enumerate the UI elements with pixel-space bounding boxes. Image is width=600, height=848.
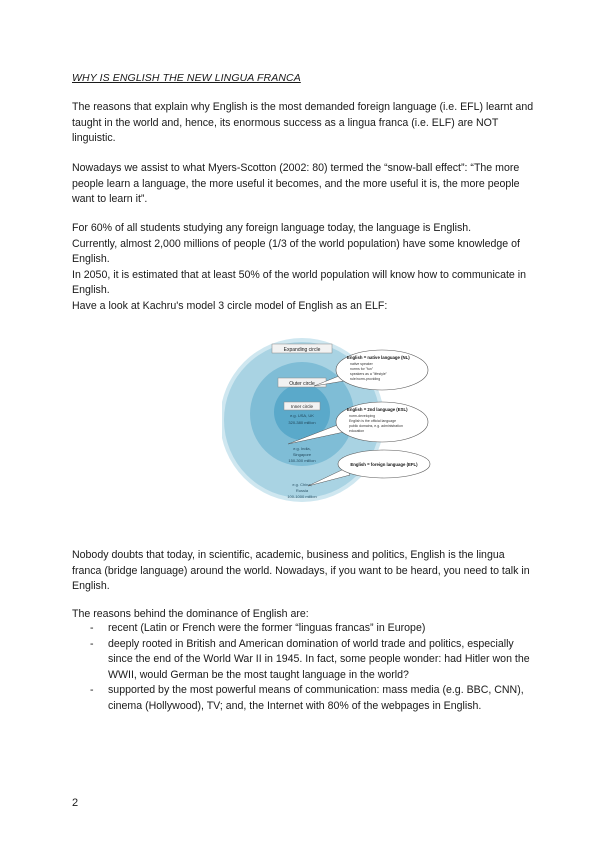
list-item: [90, 637, 530, 684]
paragraph-reasons-heading: The reasons behind the dominance of English are:: [72, 608, 309, 620]
outer-circle-text: 150-300 million: [288, 458, 316, 463]
reasons-list: [90, 621, 530, 715]
callout-esl-line: norm-developing: [349, 414, 376, 418]
outer-circle-label: Outer circle: [289, 381, 315, 387]
list-item: [90, 683, 530, 714]
list-bullet: -: [90, 684, 94, 697]
outer-circle-text: Singapore: [292, 452, 312, 457]
expanding-circle-text: Russia: [295, 488, 309, 493]
callout-native-title: English = native language (NL): [347, 355, 410, 360]
list-item-text: supported by the most powerful means of communication: mass media (e.g. BBC, CNN), cinema (Hollywood), TV; and, the Internet with 80% of the webpages in English.: [108, 684, 524, 712]
paragraph-snowball-effect: Nowadays we assist to what Myers-Scotton (2002: 80) termed the “snow-ball effect”: “The more people learn a language, the more useful it becomes, and the more useful it is, the more people want to learn it”.: [72, 162, 520, 206]
inner-circle-label: Inner circle: [290, 404, 314, 409]
callout-native-line: speakers as a "lifestyle": [350, 372, 387, 376]
list-bullet: -: [90, 637, 94, 650]
callout-esl-line: English is the official language: [349, 419, 397, 423]
callout-native-line: rule/norm-providing: [350, 377, 381, 381]
callout-native-line: native speaker: [350, 362, 373, 366]
statistics-line: Have a look at Kachru's model 3 circle model of English as an ELF:: [72, 299, 388, 312]
list-item: [90, 621, 530, 637]
paragraph-lingua-franca: Nobody doubts that today, in scientific, academic, business and politics, English is the lingua franca (bridge language) around the world. Nowadays, if you want to be heard, you need to talk in English.: [72, 549, 530, 593]
paragraph-reasons-intro: The reasons that explain why English is the most demanded foreign language (i.e. EFL) learnt and taught in the world and, hence, its enormous success as a lingua franca (i.e. ELF) are NOT linguistic.: [72, 101, 534, 145]
paragraph-statistics: [72, 221, 534, 315]
callout-efl-title: English = foreign language (EFL): [350, 462, 418, 467]
statistics-line: Currently, almost 2,000 millions of people (1/3 of the world population) have some knowledge of English.: [72, 237, 520, 266]
callout-native-line: norms for "fun": [350, 367, 374, 371]
list-bullet: -: [90, 622, 94, 634]
expanding-circle-text: e.g. China,: [292, 482, 312, 487]
page-title: WHY IS ENGLISH THE NEW LINGUA FRANCA: [72, 72, 301, 84]
page-number: 2: [72, 797, 79, 809]
callout-esl-line: education: [349, 429, 365, 433]
callout-esl-title: English = 2nd language (ESL): [347, 407, 408, 412]
callout-esl-line: public domains, e.g. administration: [349, 424, 403, 428]
kachru-circles-diagram: [222, 328, 442, 528]
statistics-line: For 60% of all students studying any foreign language today, the language is English.: [72, 222, 472, 234]
list-item-text: deeply rooted in British and American domination of world trade and politics, especially since the end of the World War II in 1945. In fact, some people wonder: had Hitler won the WWII, would German be the most taught language in the world?: [108, 637, 530, 681]
outer-circle-text: e.g. India,: [293, 446, 311, 451]
list-item-text: recent (Latin or French were the former “linguas francas” in Europe): [108, 622, 426, 634]
inner-circle-text: e.g. USA, UK: [290, 413, 314, 418]
statistics-line: In 2050, it is estimated that at least 50% of the world population will know how to communicate in English.: [72, 268, 527, 297]
expanding-circle-label: Expanding circle: [283, 347, 321, 353]
expanding-circle-text: 100-1000 million: [287, 494, 317, 499]
inner-circle-text: 320-380 million: [288, 420, 316, 425]
